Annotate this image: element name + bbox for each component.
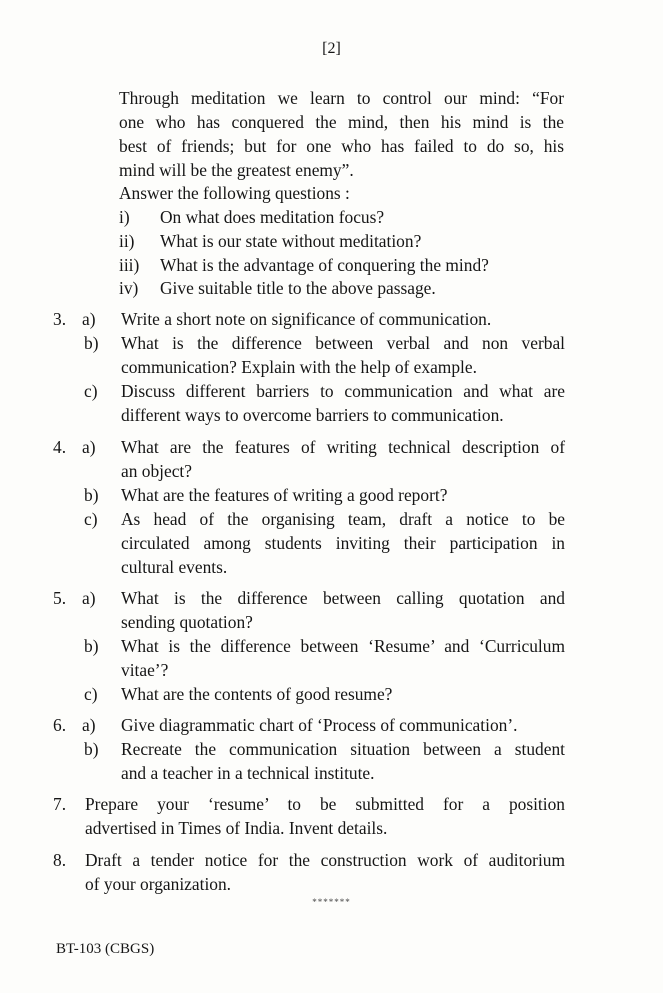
q3b-line-2: communication? Explain with the help of example. — [121, 357, 477, 377]
q6b-label: b) — [84, 739, 99, 759]
q4a-line-1: What are the features of writing technical description of — [121, 437, 565, 457]
q8-line-1: Draft a tender notice for the construction work of auditorium — [85, 850, 565, 870]
q4c-line-2: circulated among students inviting their participation in — [121, 533, 565, 553]
q4b-label: b) — [84, 485, 99, 505]
passage-question-num-1: i) — [119, 207, 130, 227]
q4c-label: c) — [84, 509, 98, 529]
q3a-line-1: Write a short note on significance of communication. — [121, 309, 492, 329]
q6a-line-1: Give diagrammatic chart of ‘Process of communication’. — [121, 715, 518, 735]
q3b-label: b) — [84, 333, 99, 353]
passage-question-num-3: iii) — [119, 255, 140, 275]
page-number: [2] — [322, 40, 341, 57]
q3c-line-1: Discuss different barriers to communication and what are — [121, 381, 565, 401]
q8-line-2: of your organization. — [85, 874, 232, 894]
passage-line-3: best of friends; but for one who has failed to do so, his — [119, 136, 564, 156]
q3c-label: c) — [84, 381, 98, 401]
passage-line-2: one who has conquered the mind, then his mind is the — [119, 112, 564, 132]
q6b-line-2: and a teacher in a technical institute. — [121, 763, 375, 783]
q8-number: 8. — [53, 850, 67, 870]
passage-line-4: mind will be the greatest enemy”. — [119, 160, 354, 180]
q7-number: 7. — [53, 794, 67, 814]
paper-code-footer: BT-103 (CBGS) — [56, 941, 155, 957]
passage-line-1: Through meditation we learn to control our mind: “For — [119, 88, 564, 108]
passage-question-3: What is the advantage of conquering the mind? — [160, 255, 489, 275]
q5a-line-2: sending quotation? — [121, 612, 253, 632]
q5c-label: c) — [84, 684, 98, 704]
q5b-label: b) — [84, 636, 99, 656]
q4a-line-2: an object? — [121, 461, 192, 481]
passage-question-4: Give suitable title to the above passage. — [160, 278, 436, 298]
passage-question-num-2: ii) — [119, 231, 135, 251]
q5b-line-1: What is the difference between ‘Resume’ and ‘Curriculum — [121, 636, 565, 656]
passage-question-1: On what does meditation focus? — [160, 207, 385, 227]
q3a-label: a) — [82, 309, 96, 329]
q6a-label: a) — [82, 715, 96, 735]
passage-instruction: Answer the following questions : — [119, 183, 350, 203]
passage-question-2: What is our state without meditation? — [160, 231, 422, 251]
q5c-line-1: What are the contents of good resume? — [121, 684, 393, 704]
q4b-line-1: What are the features of writing a good report? — [121, 485, 448, 505]
q5b-line-2: vitae’? — [121, 660, 169, 680]
end-of-paper-marker: ******* — [312, 897, 351, 907]
q7-line-1: Prepare your ‘resume’ to be submitted for a position — [85, 794, 565, 814]
q5a-label: a) — [82, 588, 96, 608]
q5-number: 5. — [53, 588, 67, 608]
q5a-line-1: What is the difference between calling quotation and — [121, 588, 565, 608]
q4a-label: a) — [82, 437, 96, 457]
q6-number: 6. — [53, 715, 67, 735]
q4c-line-3: cultural events. — [121, 557, 228, 577]
q4-number: 4. — [53, 437, 67, 457]
q7-line-2: advertised in Times of India. Invent details. — [85, 818, 388, 838]
q3b-line-1: What is the difference between verbal and non verbal — [121, 333, 565, 353]
q3c-line-2: different ways to overcome barriers to communication. — [121, 405, 504, 425]
q6b-line-1: Recreate the communication situation between a student — [121, 739, 565, 759]
passage-question-num-4: iv) — [119, 278, 139, 298]
q3-number: 3. — [53, 309, 67, 329]
q4c-line-1: As head of the organising team, draft a notice to be — [121, 509, 565, 529]
